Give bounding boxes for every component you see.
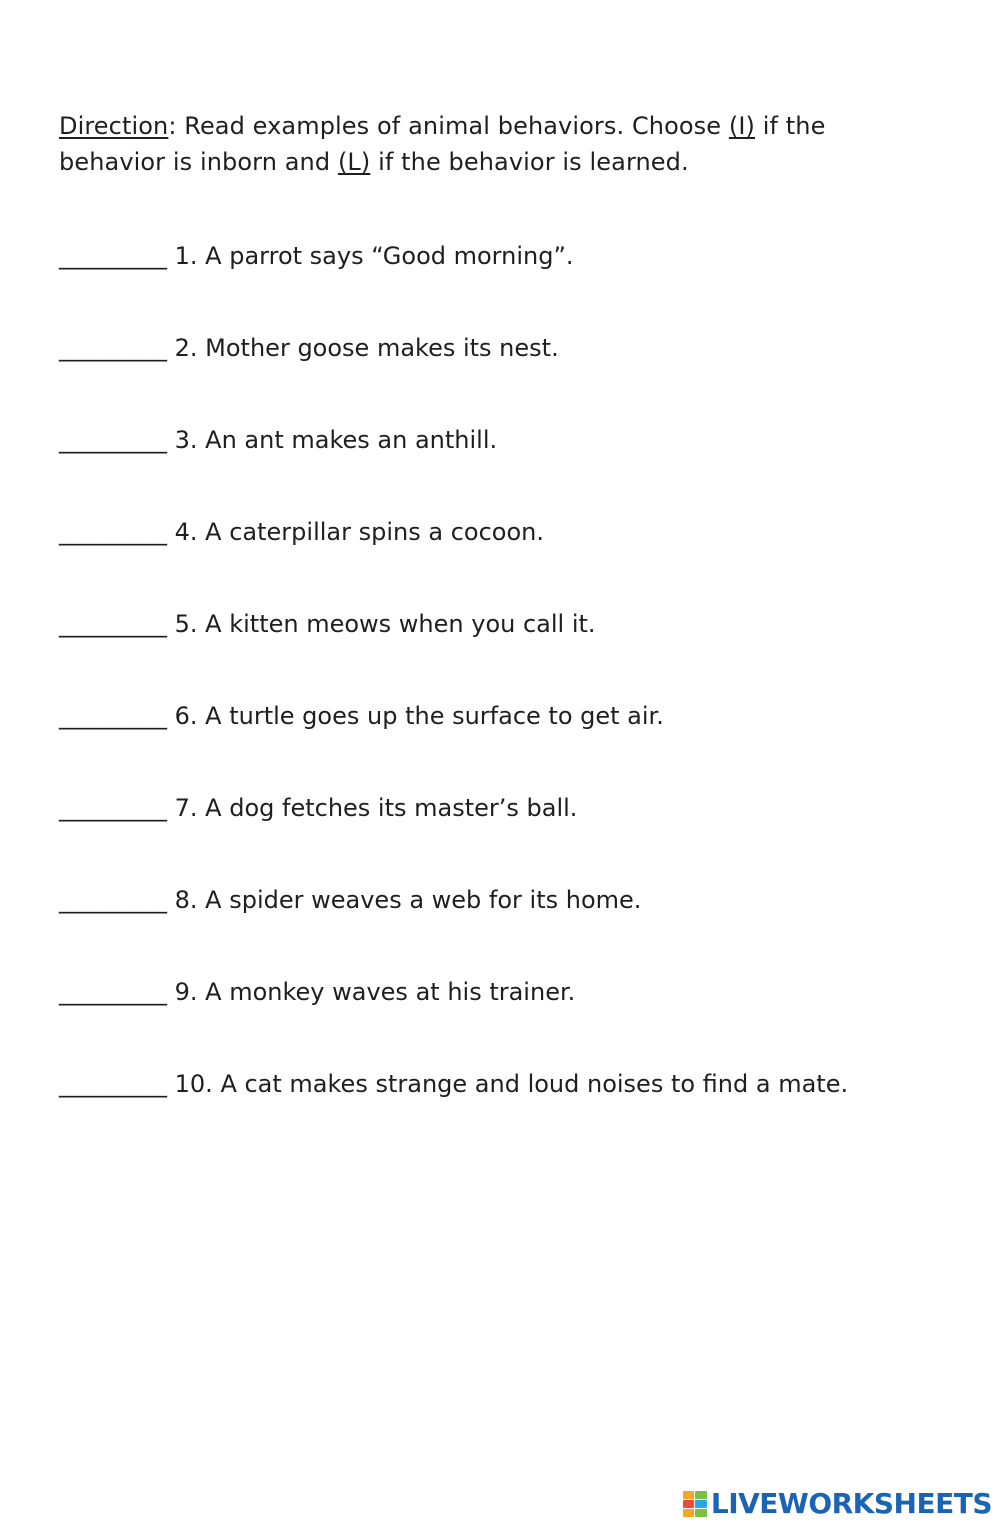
question-item [59,422,979,514]
question-text-10: 10. A cat makes strange and loud noises to find a mate. [174,1070,849,1098]
direction-text-2: if the behavior is inborn and [59,112,826,176]
liveworksheets-logo-icon [683,1491,707,1517]
logo-tile [695,1509,707,1517]
question-item [59,514,979,606]
logo-tile [683,1509,695,1517]
question-list [59,238,979,1158]
question-text-7: 7. A dog fetches its master’s ball. [174,794,578,822]
question-text-9: 9. A monkey waves at his trainer. [174,978,576,1006]
liveworksheets-watermark [683,1487,992,1521]
answer-blank-3[interactable]: _________ [59,426,167,454]
option-learned: (L) [337,148,371,176]
question-item [59,790,979,882]
answer-blank-5[interactable]: _________ [59,610,167,638]
question-text-3: 3. An ant makes an anthill. [174,426,498,454]
question-item [59,698,979,790]
instructions [59,108,939,180]
question-text-1: 1. A parrot says “Good morning”. [174,242,574,270]
question-item [59,238,979,330]
answer-blank-6[interactable]: _________ [59,702,167,730]
question-item [59,882,979,974]
answer-blank-10[interactable]: _________ [59,1070,167,1098]
logo-tile [695,1500,707,1508]
answer-blank-7[interactable]: _________ [59,794,167,822]
brand-name: LIVEWORKSHEETS [710,1487,992,1520]
answer-blank-8[interactable]: _________ [59,886,167,914]
question-item [59,606,979,698]
option-inborn: (I) [728,112,755,140]
logo-tile [695,1491,707,1499]
logo-tile [683,1500,695,1508]
answer-blank-1[interactable]: _________ [59,242,167,270]
answer-blank-4[interactable]: _________ [59,518,167,546]
direction-text-3: if the behavior is learned. [370,148,689,176]
question-text-2: 2. Mother goose makes its nest. [174,334,559,362]
direction-label: Direction [59,112,169,140]
logo-tile [683,1491,695,1499]
question-text-5: 5. A kitten meows when you call it. [174,610,596,638]
question-text-4: 4. A caterpillar spins a cocoon. [174,518,544,546]
question-item [59,1066,979,1158]
answer-blank-9[interactable]: _________ [59,978,167,1006]
question-item [59,974,979,1066]
question-text-6: 6. A turtle goes up the surface to get air. [174,702,664,730]
direction-text-1: : Read examples of animal behaviors. Choose [168,112,729,140]
question-text-8: 8. A spider weaves a web for its home. [174,886,642,914]
question-item [59,330,979,422]
answer-blank-2[interactable]: _________ [59,334,167,362]
